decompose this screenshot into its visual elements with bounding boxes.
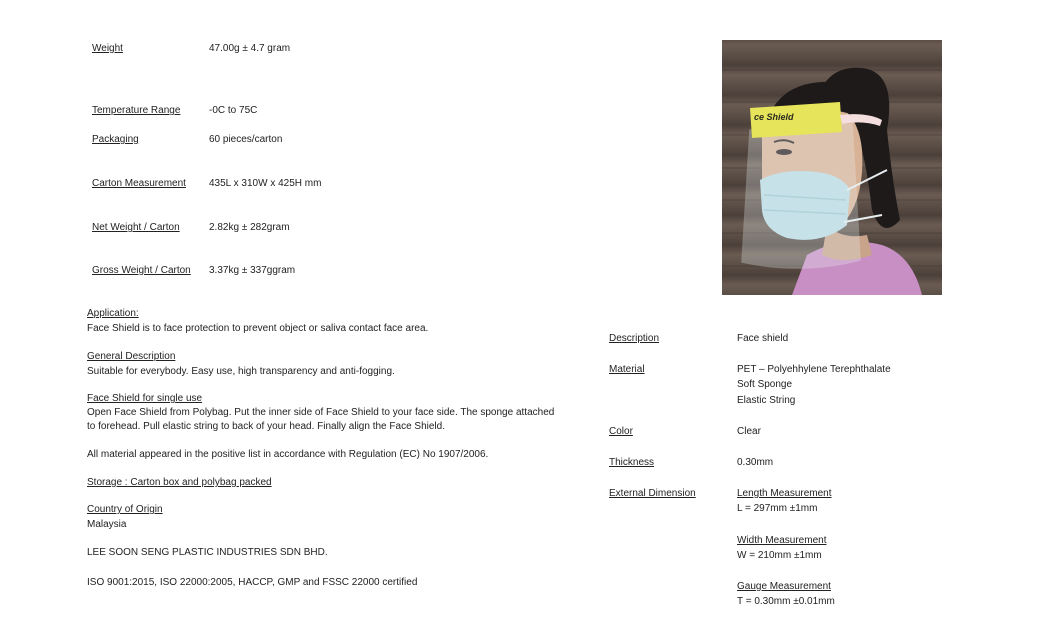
country-of-origin-value: Malaysia: [87, 519, 127, 530]
spec-label-weight: Weight: [92, 43, 123, 54]
detail-value-material-3: Elastic String: [737, 395, 796, 406]
regulation-text: All material appeared in the positive list in accordance with Regulation (EC) No 1907/2006.: [87, 449, 489, 460]
width-measurement-heading: Width Measurement: [737, 535, 827, 546]
spec-value-temperature: -0C to 75C: [209, 105, 258, 116]
gauge-measurement-value: T = 0.30mm ±0.01mm: [737, 596, 835, 607]
detail-label-thickness: Thickness: [609, 457, 655, 468]
spec-label-net-weight: Net Weight / Carton: [92, 222, 180, 233]
detail-label-material: Material: [609, 364, 645, 375]
general-description-text: Suitable for everybody. Easy use, high transparency and anti-fogging.: [87, 366, 395, 377]
spec-value-packaging: 60 pieces/carton: [209, 134, 283, 145]
detail-value-description: Face shield: [737, 333, 789, 344]
shield-band-text: ce Shield: [754, 112, 794, 122]
application-text: Face Shield is to face protection to prevent object or saliva contact face area.: [87, 323, 429, 334]
spec-value-net-weight: 2.82kg ± 282gram: [209, 222, 290, 233]
country-of-origin-heading: Country of Origin: [87, 504, 163, 515]
storage-text: Storage : Carton box and polybag packed: [87, 477, 272, 488]
length-measurement-heading: Length Measurement: [737, 488, 832, 499]
spec-value-carton-measurement: 435L x 310W x 425H mm: [209, 178, 322, 189]
spec-label-packaging: Packaging: [92, 134, 139, 145]
detail-value-material-2: Soft Sponge: [737, 379, 793, 390]
single-use-heading: Face Shield for single use: [87, 393, 203, 404]
spec-value-gross-weight: 3.37kg ± 337ggram: [209, 265, 296, 276]
length-measurement-value: L = 297mm ±1mm: [737, 503, 818, 514]
detail-label-description: Description: [609, 333, 660, 344]
face-shield-illustration: [722, 40, 942, 295]
gauge-measurement-heading: Gauge Measurement: [737, 581, 831, 592]
spec-label-gross-weight: Gross Weight / Carton: [92, 265, 191, 276]
spec-label-temperature: Temperature Range: [92, 105, 181, 116]
width-measurement-value: W = 210mm ±1mm: [737, 550, 822, 561]
detail-label-external-dimension: External Dimension: [609, 488, 696, 499]
single-use-line-1: Open Face Shield from Polybag. Put the inner side of Face Shield to your face side. The sponge attached: [87, 407, 555, 418]
certifications: ISO 9001:2015, ISO 22000:2005, HACCP, GMP and FSSC 22000 certified: [87, 577, 418, 588]
detail-label-color: Color: [609, 426, 633, 437]
application-heading: Application:: [87, 308, 139, 319]
product-photo: [722, 40, 942, 295]
detail-value-thickness: 0.30mm: [737, 457, 774, 468]
spec-value-weight: 47.00g ± 4.7 gram: [209, 43, 291, 54]
general-description-heading: General Description: [87, 351, 176, 362]
detail-value-material-1: PET – Polyehhylene Terephthalate: [737, 364, 891, 375]
single-use-line-2: to forehead. Pull elastic string to back of your head. Finally align the Face Shield.: [87, 421, 445, 432]
company-name: LEE SOON SENG PLASTIC INDUSTRIES SDN BHD.: [87, 547, 328, 558]
spec-label-carton-measurement: Carton Measurement: [92, 178, 186, 189]
detail-value-color: Clear: [737, 426, 761, 437]
